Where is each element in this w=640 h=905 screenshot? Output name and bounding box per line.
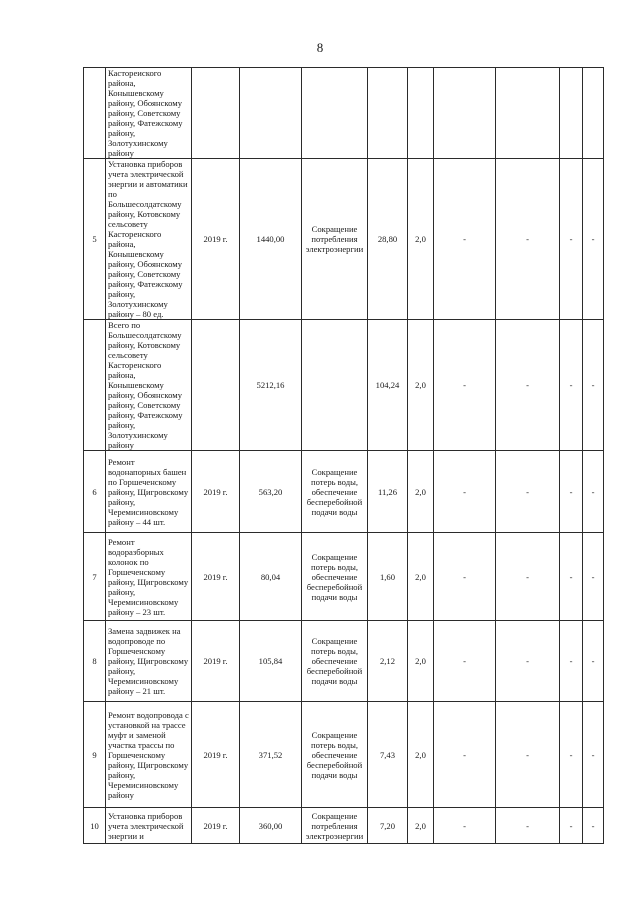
row-number bbox=[84, 68, 106, 159]
value-cell: - bbox=[560, 702, 583, 808]
program-table bbox=[83, 67, 604, 844]
table-row bbox=[84, 808, 604, 844]
effect-cell: Сокращение потерь воды, обеспечение бесперебойной подачи воды bbox=[302, 621, 368, 702]
value-cell: - bbox=[560, 533, 583, 621]
year-cell bbox=[192, 320, 240, 451]
saving-cell: 104,24 bbox=[368, 320, 408, 451]
table-row bbox=[84, 320, 604, 451]
value-cell: - bbox=[583, 533, 604, 621]
effect-cell: Сокращение потерь воды, обеспечение бесперебойной подачи воды bbox=[302, 451, 368, 533]
value-cell: - bbox=[560, 320, 583, 451]
cost-cell: 80,04 bbox=[240, 533, 302, 621]
row-number: 5 bbox=[84, 159, 106, 320]
value-cell: - bbox=[496, 451, 560, 533]
value-cell: - bbox=[434, 451, 496, 533]
value-cell: - bbox=[496, 159, 560, 320]
effect-cell: Сокращение потребления электроэнергии bbox=[302, 159, 368, 320]
row-number: 9 bbox=[84, 702, 106, 808]
value-cell: - bbox=[583, 159, 604, 320]
value-cell bbox=[434, 68, 496, 159]
row-number: 8 bbox=[84, 621, 106, 702]
table-row bbox=[84, 68, 604, 159]
year-cell: 2019 г. bbox=[192, 808, 240, 844]
table-row bbox=[84, 702, 604, 808]
effect-cell bbox=[302, 68, 368, 159]
measure-description: Установка приборов учета электрической энергии и bbox=[106, 808, 192, 844]
value-cell: - bbox=[560, 621, 583, 702]
value-cell: - bbox=[434, 808, 496, 844]
cost-cell: 563,20 bbox=[240, 451, 302, 533]
year-cell: 2019 г. bbox=[192, 621, 240, 702]
payback-cell: 2,0 bbox=[408, 621, 434, 702]
payback-cell: 2,0 bbox=[408, 159, 434, 320]
value-cell: - bbox=[496, 808, 560, 844]
measure-description: Ремонт водопровода с установкой на трассе муфт и заменой участка трассы по Горшеченскому району, Щигровскому району, Черемисиновскому району bbox=[106, 702, 192, 808]
cost-cell: 360,00 bbox=[240, 808, 302, 844]
row-number: 6 bbox=[84, 451, 106, 533]
saving-cell: 1,60 bbox=[368, 533, 408, 621]
value-cell: - bbox=[434, 621, 496, 702]
measure-description: Всего по Большесолдатскому району, Котовскому сельсовету Касторенского района, Конышевскому району, Обоянскому району, Советскому району, Фатежскому району, Золотухинскому району bbox=[106, 320, 192, 451]
effect-cell bbox=[302, 320, 368, 451]
value-cell: - bbox=[496, 702, 560, 808]
year-cell: 2019 г. bbox=[192, 159, 240, 320]
row-number: 10 bbox=[84, 808, 106, 844]
saving-cell: 7,20 bbox=[368, 808, 408, 844]
measure-description: Установка приборов учета электрической энергии и автоматики по Большесолдатскому району, Котовскому сельсовету Касторенского района, Конышевскому району, Обоянскому району, Советскому району, Фатежскому району, Золотухинскому району – 80 ед. bbox=[106, 159, 192, 320]
year-cell: 2019 г. bbox=[192, 533, 240, 621]
page-number: 8 bbox=[316, 40, 324, 55]
payback-cell: 2,0 bbox=[408, 702, 434, 808]
year-cell: 2019 г. bbox=[192, 702, 240, 808]
value-cell bbox=[496, 68, 560, 159]
saving-cell: 2,12 bbox=[368, 621, 408, 702]
year-cell: 2019 г. bbox=[192, 451, 240, 533]
cost-cell bbox=[240, 68, 302, 159]
payback-cell bbox=[408, 68, 434, 159]
saving-cell: 28,80 bbox=[368, 159, 408, 320]
table-row bbox=[84, 451, 604, 533]
effect-cell: Сокращение потерь воды, обеспечение бесперебойной подачи воды bbox=[302, 533, 368, 621]
payback-cell: 2,0 bbox=[408, 808, 434, 844]
table-row bbox=[84, 533, 604, 621]
value-cell: - bbox=[496, 533, 560, 621]
value-cell: - bbox=[560, 159, 583, 320]
value-cell: - bbox=[434, 159, 496, 320]
measure-description: Ремонт водонапорных башен по Горшеченскому району, Щигровскому району, Черемисиновскому району – 44 шт. bbox=[106, 451, 192, 533]
value-cell bbox=[560, 68, 583, 159]
value-cell: - bbox=[583, 320, 604, 451]
value-cell: - bbox=[434, 533, 496, 621]
measure-description: Замена задвижек на водопроводе по Горшеченскому району, Щигровскому району, Черемисиновскому району – 21 шт. bbox=[106, 621, 192, 702]
table-row bbox=[84, 621, 604, 702]
saving-cell bbox=[368, 68, 408, 159]
value-cell: - bbox=[583, 702, 604, 808]
saving-cell: 11,26 bbox=[368, 451, 408, 533]
value-cell: - bbox=[560, 451, 583, 533]
row-number bbox=[84, 320, 106, 451]
cost-cell: 371,52 bbox=[240, 702, 302, 808]
value-cell: - bbox=[583, 621, 604, 702]
year-cell bbox=[192, 68, 240, 159]
value-cell: - bbox=[560, 808, 583, 844]
measure-description: Ремонт водоразборных колонок по Горшеченскому району, Щигровскому району, Черемисиновскому району – 23 шт. bbox=[106, 533, 192, 621]
payback-cell: 2,0 bbox=[408, 451, 434, 533]
value-cell: - bbox=[434, 702, 496, 808]
payback-cell: 2,0 bbox=[408, 320, 434, 451]
cost-cell: 1440,00 bbox=[240, 159, 302, 320]
table-row bbox=[84, 159, 604, 320]
value-cell: - bbox=[583, 451, 604, 533]
cost-cell: 5212,16 bbox=[240, 320, 302, 451]
saving-cell: 7,43 bbox=[368, 702, 408, 808]
value-cell: - bbox=[496, 621, 560, 702]
effect-cell: Сокращение потерь воды, обеспечение бесперебойной подачи воды bbox=[302, 702, 368, 808]
row-number: 7 bbox=[84, 533, 106, 621]
value-cell: - bbox=[583, 808, 604, 844]
measure-description: Кастореиского района, Конышевскому району, Обоянскому району, Советскому району, Фатежскому району, Золотухинскому району bbox=[106, 68, 192, 159]
payback-cell: 2,0 bbox=[408, 533, 434, 621]
value-cell: - bbox=[496, 320, 560, 451]
value-cell bbox=[583, 68, 604, 159]
cost-cell: 105,84 bbox=[240, 621, 302, 702]
value-cell: - bbox=[434, 320, 496, 451]
effect-cell: Сокращение потребления электроэнергии bbox=[302, 808, 368, 844]
